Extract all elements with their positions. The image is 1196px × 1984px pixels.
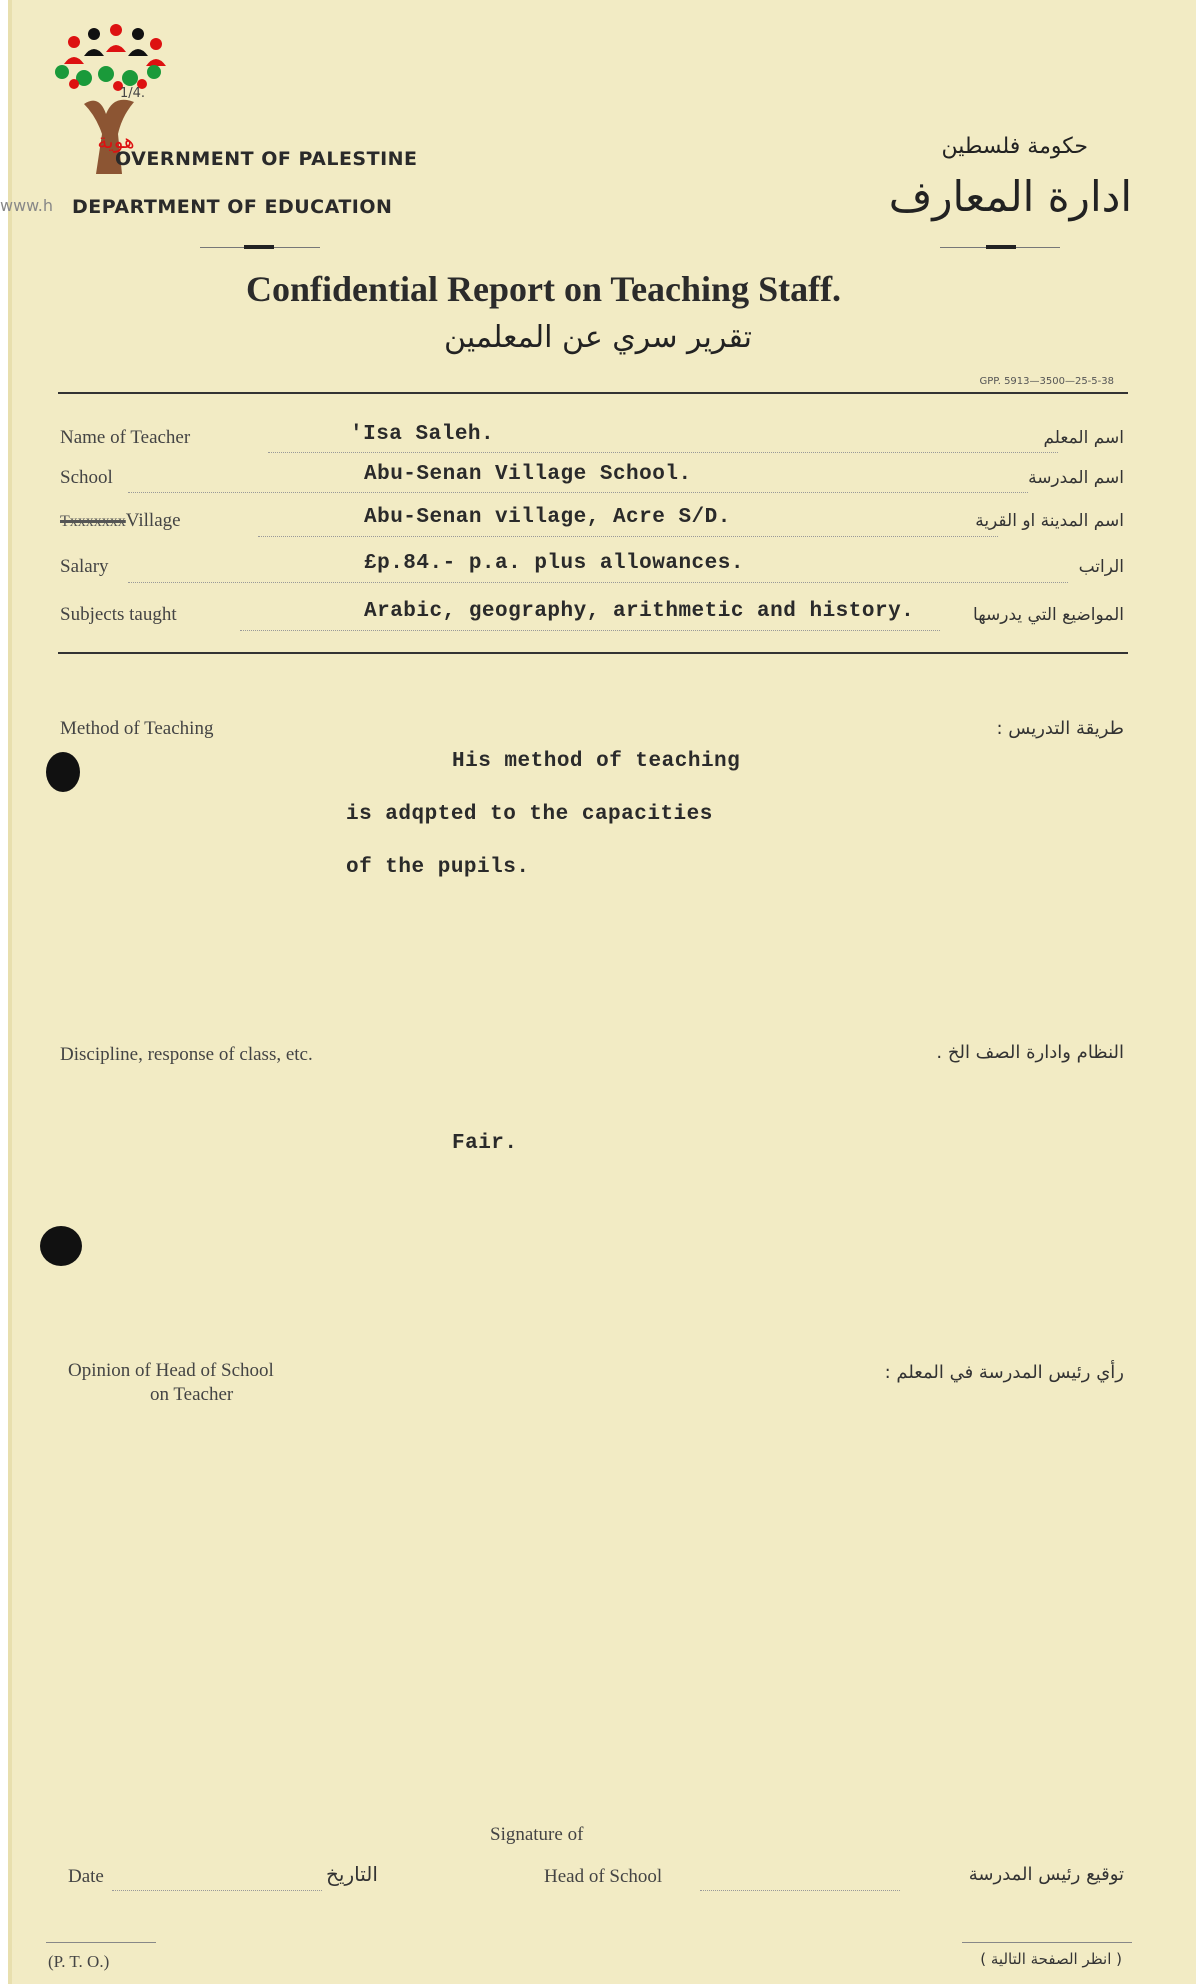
document-title-ar: تقرير سري عن المعلمين — [444, 320, 752, 355]
label-name-of-teacher-ar: اسم المعلم — [1043, 428, 1124, 448]
label-method-of-teaching: Method of Teaching — [60, 718, 214, 739]
pto-rule-left — [46, 1942, 156, 1943]
label-opinion-ar: رأي رئيس المدرسة في المعلم : — [884, 1362, 1124, 1383]
label-village-text: Village — [125, 510, 181, 531]
label-name-of-teacher: Name of Teacher — [60, 427, 191, 448]
label-signature-of: Signature of — [490, 1824, 584, 1845]
pto-en: (P. T. O.) — [48, 1952, 110, 1971]
fields-rule — [58, 652, 1128, 654]
salary-field-line — [128, 582, 1068, 583]
people-icon — [55, 24, 166, 91]
discipline-value: Fair. — [452, 1132, 518, 1155]
label-village-ar: اسم المدينة او القرية — [975, 511, 1124, 531]
label-method-of-teaching-ar: طريقة التدريس : — [996, 718, 1124, 739]
label-signature-ar: توقيع رئيس المدرسة — [968, 1864, 1124, 1885]
title-rule — [58, 392, 1128, 394]
school-field-line — [128, 492, 1028, 493]
label-opinion-of-head: Opinion of Head of School — [68, 1360, 274, 1381]
ink-blot — [40, 1226, 82, 1266]
label-salary: Salary — [60, 556, 109, 577]
school-value: Abu-Senan Village School. — [364, 463, 692, 486]
village-value: Abu-Senan village, Acre S/D. — [364, 506, 731, 529]
subjects-field-line — [240, 630, 940, 631]
pto-rule-right — [962, 1942, 1132, 1943]
method-line-2: is adqpted to the capacities — [346, 803, 713, 826]
reference-fragment: 1/4. — [120, 86, 146, 101]
label-date-ar: التاريخ — [326, 1862, 378, 1886]
document-title-en: Confidential Report on Teaching Staff. — [246, 269, 842, 309]
pto-ar: ( انظر الصفحة التالية ) — [980, 1950, 1122, 1968]
print-reference: GPP. 5913—3500—25-5-38 — [979, 376, 1114, 387]
subjects-value: Arabic, geography, arithmetic and history. — [364, 600, 915, 623]
label-subjects-taught-ar: المواضيع التي يدرسها — [973, 605, 1124, 625]
struck-out-text: Txxxxxxx — [60, 513, 126, 530]
header-dash-right — [986, 245, 1016, 249]
logo-lettering: هوية — [97, 129, 135, 153]
label-head-of-school: Head of School — [544, 1866, 663, 1887]
label-school-ar: اسم المدرسة — [1028, 468, 1124, 488]
header-dash-left — [244, 245, 274, 249]
ink-blot — [46, 752, 80, 792]
label-salary-ar: الراتب — [1078, 557, 1124, 577]
government-heading-en: OVERNMENT OF PALESTINE — [115, 148, 418, 170]
name-field-line — [268, 452, 1058, 453]
department-heading-ar: ادارة المعارف — [888, 172, 1132, 221]
government-heading-ar: حكومة فلسطين — [941, 134, 1088, 159]
label-opinion-on-teacher: on Teacher — [150, 1384, 234, 1405]
label-discipline-ar: النظام وادارة الصف الخ . — [936, 1042, 1124, 1063]
watermark-site-text: www.h — [0, 196, 54, 215]
watermark-logo — [44, 24, 174, 199]
label-date: Date — [68, 1866, 104, 1887]
department-heading-en: DEPARTMENT OF EDUCATION — [72, 196, 393, 218]
label-discipline: Discipline, response of class, etc. — [60, 1044, 313, 1065]
method-line-3: of the pupils. — [346, 856, 530, 879]
signature-field-line — [700, 1890, 900, 1891]
label-subjects-taught: Subjects taught — [60, 604, 177, 625]
salary-value: £p.84.- p.a. plus allowances. — [364, 552, 744, 575]
teacher-name-value: 'Isa Saleh. — [350, 423, 495, 446]
label-village — [60, 510, 181, 532]
village-field-line — [258, 536, 998, 537]
date-field-line — [112, 1890, 322, 1891]
method-line-1: His method of teaching — [452, 750, 741, 773]
label-school: School — [60, 467, 113, 488]
